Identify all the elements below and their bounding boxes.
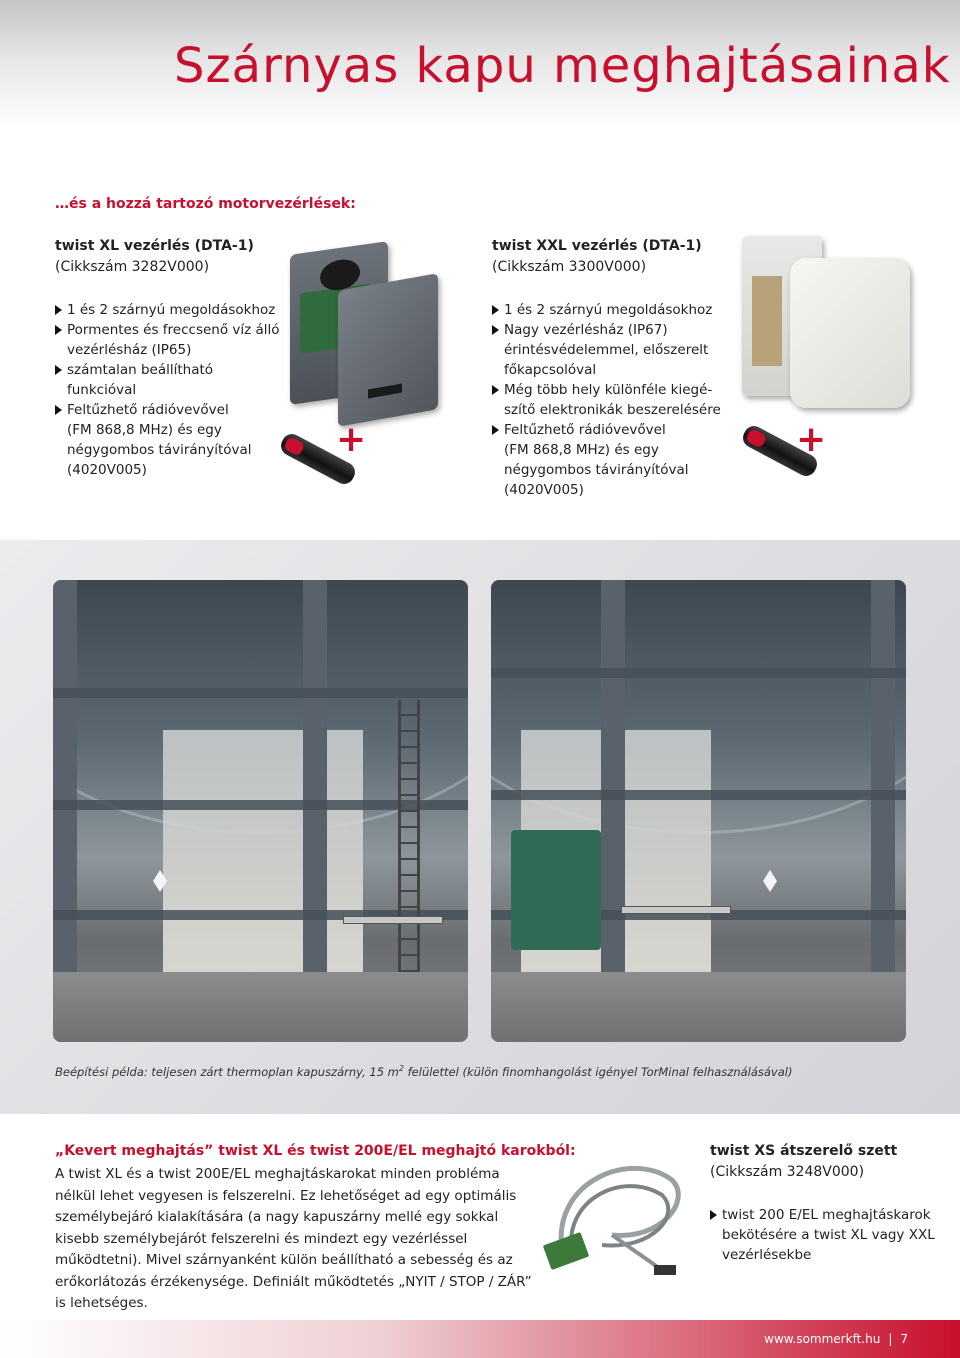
feature-line: szítő elektronikák beszerelésére	[504, 402, 721, 418]
intro-heading: …és a hozzá tartozó motorvezérlések:	[55, 196, 356, 212]
product-left-title: twist XL vezérlés (DTA-1)	[55, 238, 254, 254]
feature-line: számtalan beállítható funkcióval	[55, 360, 285, 400]
feature-line: négygombos távirányítóval	[504, 462, 689, 478]
connector-plug	[654, 1265, 676, 1275]
installation-photo-left	[53, 580, 468, 1042]
product-right-title: twist XXL vezérlés (DTA-1)	[492, 238, 702, 254]
product-left-subtitle: (Cikkszám 3282V000)	[55, 259, 210, 275]
feature-line: (FM 868,8 MHz) és egy	[67, 422, 222, 438]
feature-line: Feltűzhető rádióvevővel	[492, 420, 732, 440]
feature-line: négygombos távirányítóval	[67, 442, 252, 458]
photo-caption: Beépítési példa: teljesen zárt thermoplan kapuszárny, 15 $m^2$ felülettel (külön finomhangolást igényel TorMinal felhasználásával)	[55, 1064, 793, 1079]
mixed-drive-title: „Kevert meghajtás” twist XL és twist 200E/EL meghajtó karokból:	[55, 1143, 576, 1159]
feature-line: érintésvédelemmel, előszerelt	[504, 342, 709, 358]
plus-sign-left: +	[336, 419, 367, 460]
page-header	[0, 0, 960, 130]
warning-diamond	[763, 870, 777, 892]
feature-line: vezérlésház (IP65)	[67, 342, 192, 358]
controller-lid	[338, 273, 438, 427]
feature-line: Feltűzhető rádióvevővel	[55, 400, 285, 420]
product-left-features	[55, 300, 285, 480]
feature-line: twist 200 E/EL meghajtáskarok	[710, 1205, 940, 1225]
brand-label	[368, 384, 402, 399]
product-right-subtitle: (Cikkszám 3300V000)	[492, 259, 647, 275]
plus-sign-right: +	[796, 419, 827, 460]
green-machinery	[511, 830, 601, 950]
xs-kit-features	[710, 1205, 940, 1265]
product-right-features	[492, 300, 732, 500]
feature-line: (FM 868,8 MHz) és egy	[504, 442, 659, 458]
ladder	[398, 700, 420, 990]
footer-url[interactable]: www.sommerkft.hu	[764, 1332, 881, 1346]
gate-operator-arm	[343, 916, 443, 924]
cable-loop	[571, 1186, 668, 1255]
controller-xxl-lid	[790, 258, 910, 408]
feature-line: Még több hely különféle kiegé-	[492, 380, 732, 400]
xs-kit-title: twist XS átszerelő szett	[710, 1143, 898, 1159]
feature-line: 1 és 2 szárnyú megoldásokhoz	[492, 300, 732, 320]
feature-line: (4020V005)	[504, 482, 584, 498]
feature-line: Nagy vezérlésház (IP67)	[492, 320, 732, 340]
feature-line: bekötésére a twist XL vagy XXL	[722, 1227, 935, 1243]
feature-line: 1 és 2 szárnyú megoldásokhoz	[55, 300, 285, 320]
feature-line: főkapcsolóval	[504, 362, 597, 378]
feature-line: (4020V005)	[67, 462, 147, 478]
footer-separator: |	[888, 1332, 893, 1346]
gate-operator-arm	[621, 906, 731, 914]
feature-line: Pormentes és freccsenő víz álló	[55, 320, 285, 340]
circuit-board	[752, 276, 782, 366]
terminal-block	[543, 1232, 589, 1270]
installation-photo-right	[491, 580, 906, 1042]
adapter-cable-kit	[542, 1140, 692, 1290]
page-title: Szárnyas kapu meghajtásainak	[174, 38, 951, 94]
xs-kit-subtitle: (Cikkszám 3248V000)	[710, 1164, 865, 1180]
mixed-drive-text: A twist XL és a twist 200E/EL meghajtáskarokat minden probléma nélkül lehet vegyesen is felszerelni. Ez lehetőséget ad egy optimális személybejáró kialakítására (a nagy kapuszárny mellé egy sokkal kisebb személybejárót felszerelni és mindezt egy vezérléssel működtetni). Mivel szárnyanként külön beállítható a sebesség és az erőkorlátozás érzékenysége. Definiált működtetés „NYIT / STOP / ZÁR” is lehetséges.	[55, 1166, 532, 1311]
feature-line: vezérlésekbe	[722, 1247, 812, 1263]
page-number: 7	[900, 1332, 908, 1346]
footer	[764, 1332, 908, 1346]
